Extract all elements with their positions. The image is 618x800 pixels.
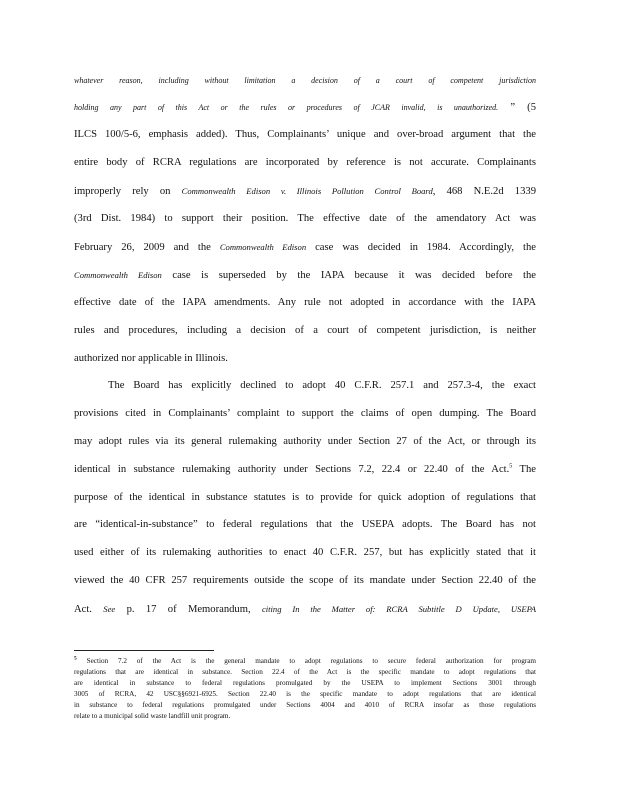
footnote-line: 3005 of RCRA, 42 USC§§6921-6925. Section 22.40 is the specific mandate to adopt regulations that are identical xyxy=(74,690,536,698)
footnote-line: in substance to federal regulations promulgated under Sections 4004 and 4010 of RCRA insofar as those regulations xyxy=(74,701,536,709)
footnote-divider xyxy=(74,650,214,651)
body-line: February 26, 2009 and the Commonwealth Edison case was decided in 1984. Accordingly, the xyxy=(74,242,536,253)
footnote-line: are identical in substance to federal regulations promulgated by the USEPA to implement Sections 3001 through xyxy=(74,679,536,687)
body-line: viewed the 40 CFR 257 requirements outside the scope of its mandate under Section 22.40 of the xyxy=(74,575,536,586)
body-line: holding any part of this Act or the rules or procedures of JCAR invalid, is unauthorized. ” (5 xyxy=(74,102,537,113)
body-line: used either of its rulemaking authorities to enact 40 C.F.R. 257, but has explicitly stated that it xyxy=(74,547,536,558)
body-line: entire body of RCRA regulations are incorporated by reference is not accurate. Complainants xyxy=(74,157,536,168)
body-line: authorized nor applicable in Illinois. xyxy=(74,353,228,364)
footnote-line: $^5$ Section 7.2 of the Act is the general mandate to adopt regulations to secure federal authorization for program xyxy=(74,655,536,665)
body-line: Act. See p. 17 of Memorandum, citing In the Matter of: RCRA Subtitle D Update, USEPA xyxy=(74,604,536,615)
body-line: purpose of the identical in substance statutes is to provide for quick adoption of regulations that xyxy=(74,492,536,503)
body-line: improperly rely on Commonwealth Edison v. Illinois Pollution Control Board, 468 N.E.2d 1339 xyxy=(74,186,536,197)
footnote-line: relate to a municipal solid waste landfill unit program. xyxy=(74,712,231,720)
body-line: are “identical-in-substance” to federal regulations that the USEPA adopts. The Board has not xyxy=(74,519,536,530)
body-line: whatever reason, including without limitation a decision of a court of competent jurisdiction xyxy=(74,76,536,85)
body-line: (3rd Dist. 1984) to support their position. The effective date of the amendatory Act was xyxy=(74,213,536,224)
footnote-reference: 5 xyxy=(509,463,513,470)
body-line: ILCS 100/5-6, emphasis added). Thus, Complainants’ unique and over-broad argument that the xyxy=(74,129,536,140)
body-line: identical in substance rulemaking authority under Sections 7.2, 22.4 or 22.40 of the Act.$^5$ The xyxy=(74,463,536,475)
body-line: rules and procedures, including a decision of a court of competent jurisdiction, is neither xyxy=(74,325,536,336)
body-line: Commonwealth Edison case is superseded by the IAPA because it was decided before the xyxy=(74,270,536,281)
footnote-marker: 5 xyxy=(74,655,77,662)
body-line: provisions cited in Complainants’ complaint to support the claims of open dumping. The Board xyxy=(74,408,536,419)
footnote-line: regulations that are identical in substance. Section 22.4 of the Act is the specific mandate to adopt regulations that xyxy=(74,668,536,676)
body-line: may adopt rules via its general rulemaking authority under Section 27 of the Act, or through its xyxy=(74,436,536,447)
body-line: The Board has explicitly declined to adopt 40 C.F.R. 257.1 and 257.3-4, the exact xyxy=(108,380,536,391)
body-line: effective date of the IAPA amendments. Any rule not adopted in accordance with the IAPA xyxy=(74,297,536,308)
